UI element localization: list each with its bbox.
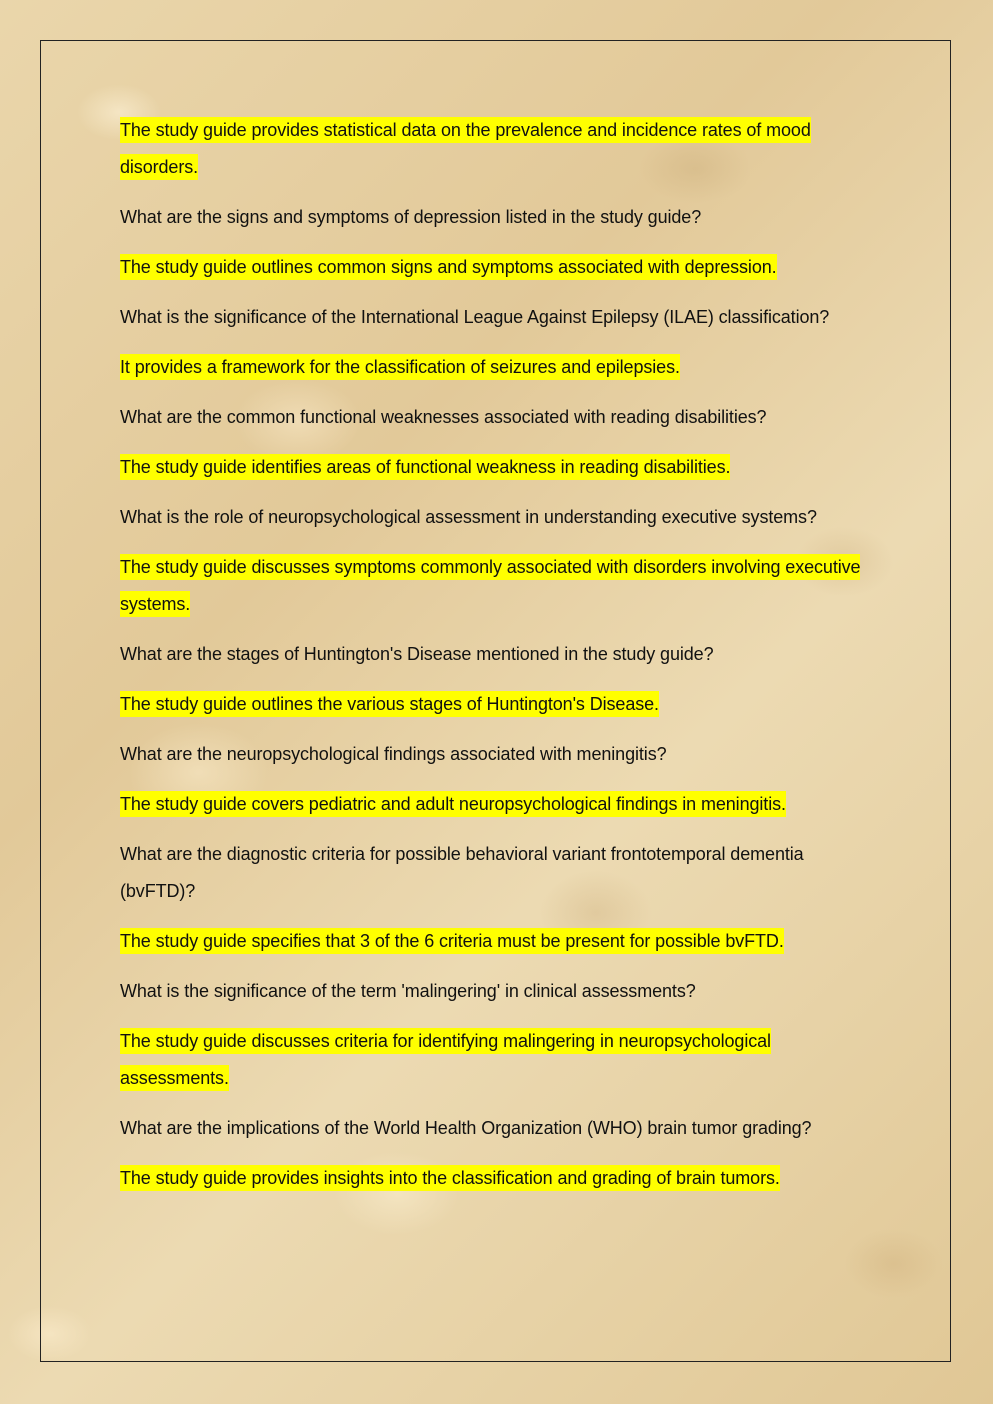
answer-paragraph: The study guide outlines common signs and symptoms associated with depression.	[120, 249, 880, 286]
question-paragraph: What are the diagnostic criteria for possible behavioral variant frontotemporal dementia (bvFTD)?	[120, 844, 804, 901]
answer-paragraph: The study guide provides statistical data on the prevalence and incidence rates of mood disorders.	[120, 112, 880, 186]
question-paragraph: What are the neuropsychological findings associated with meningitis?	[120, 744, 667, 764]
question-paragraph: What are the signs and symptoms of depression listed in the study guide?	[120, 207, 702, 227]
question-paragraph: What is the significance of the International League Against Epilepsy (ILAE) classification?	[120, 307, 830, 327]
answer-paragraph: The study guide discusses symptoms commonly associated with disorders involving executive systems.	[120, 549, 880, 623]
document-body	[120, 112, 880, 1210]
answer-paragraph: The study guide provides insights into the classification and grading of brain tumors.	[120, 1160, 880, 1197]
answer-paragraph: The study guide specifies that 3 of the 6 criteria must be present for possible bvFTD.	[120, 923, 880, 960]
answer-paragraph: The study guide discusses criteria for identifying malingering in neuropsychological assessments.	[120, 1023, 880, 1097]
question-paragraph: What are the common functional weaknesses associated with reading disabilities?	[120, 407, 767, 427]
question-paragraph: What is the significance of the term 'malingering' in clinical assessments?	[120, 981, 696, 1001]
answer-paragraph: It provides a framework for the classification of seizures and epilepsies.	[120, 349, 880, 386]
answer-paragraph: The study guide identifies areas of functional weakness in reading disabilities.	[120, 449, 880, 486]
question-paragraph: What is the role of neuropsychological assessment in understanding executive systems?	[120, 507, 817, 527]
answer-paragraph: The study guide covers pediatric and adult neuropsychological findings in meningitis.	[120, 786, 880, 823]
question-paragraph: What are the implications of the World Health Organization (WHO) brain tumor grading?	[120, 1118, 812, 1138]
question-paragraph: What are the stages of Huntington's Disease mentioned in the study guide?	[120, 644, 714, 664]
answer-paragraph: The study guide outlines the various stages of Huntington's Disease.	[120, 686, 880, 723]
